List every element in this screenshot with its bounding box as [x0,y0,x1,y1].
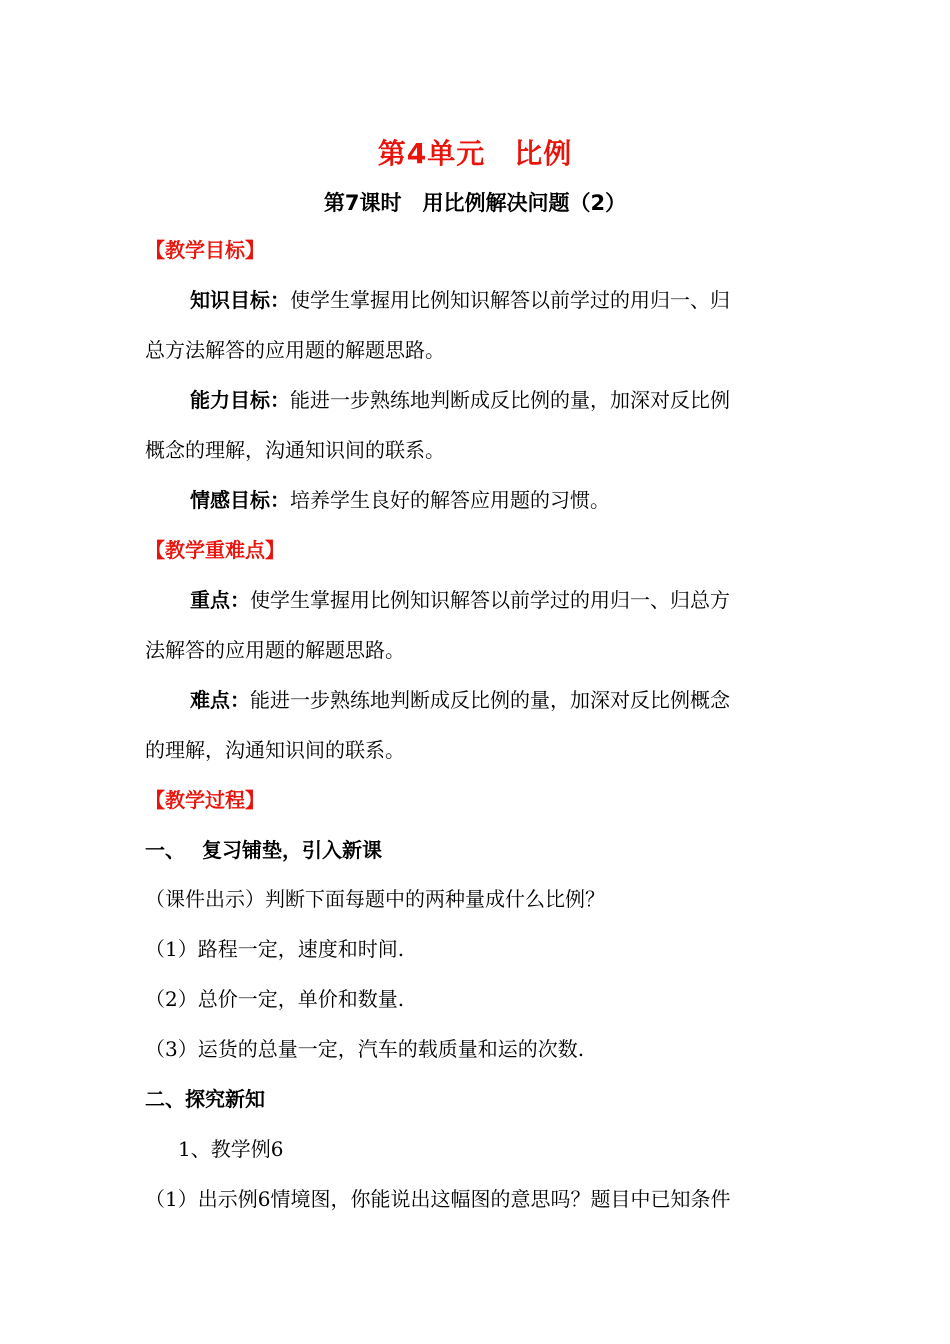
difficult-point-text: 能进一步熟练地判断成反比例的量，加深对反比例概念 [250,688,730,712]
knowledge-objective-text: 使学生掌握用比例知识解答以前学过的用归一、归 [290,288,730,312]
key-point-continued: 法解答的应用题的解题思路。 [145,638,405,662]
key-point [190,586,855,614]
difficult-point [190,686,855,714]
part-two-heading: 二、探究新知 [145,1087,265,1111]
emotion-objective [190,486,855,514]
difficult-point-label: 难点： [190,688,250,712]
part-one-heading: 一、 复习铺垫，引入新课 [145,838,382,862]
review-question-3: （3）运货的总量一定，汽车的载质量和运的次数. [145,1037,585,1061]
ability-objective-text: 能进一步熟练地判断成反比例的量，加深对反比例 [290,388,730,412]
ability-objective [190,386,855,414]
example-step-1: （1）出示例6情境图，你能说出这幅图的意思吗？题目中已知条件 [145,1187,731,1211]
review-question-1: （1）路程一定，速度和时间. [145,937,405,961]
review-question-2: （2）总价一定，单价和数量. [145,987,405,1011]
example-heading: 1、教学例6 [178,1137,284,1161]
section-heading-objectives: 【教学目标】 [145,238,265,262]
difficult-point-continued: 的理解，沟通知识间的联系。 [145,738,405,762]
knowledge-objective-label: 知识目标： [190,288,290,312]
knowledge-objective [190,286,855,314]
unit-title: 第4单元 比例 [377,137,573,170]
ability-objective-label: 能力目标： [190,388,290,412]
emotion-objective-label: 情感目标： [190,488,290,512]
section-heading-process: 【教学过程】 [145,788,265,812]
knowledge-objective-continued: 总方法解答的应用题的解题思路。 [145,338,445,362]
key-point-text: 使学生掌握用比例知识解答以前学过的用归一、归总方 [250,588,730,612]
review-question-intro: （课件出示）判断下面每题中的两种量成什么比例？ [145,887,605,911]
section-heading-keypoints: 【教学重难点】 [145,538,285,562]
key-point-label: 重点： [190,588,250,612]
ability-objective-continued: 概念的理解，沟通知识间的联系。 [145,438,445,462]
emotion-objective-text: 培养学生良好的解答应用题的习惯。 [290,488,610,512]
lesson-subtitle: 第7课时 用比例解决问题（2） [323,191,627,215]
